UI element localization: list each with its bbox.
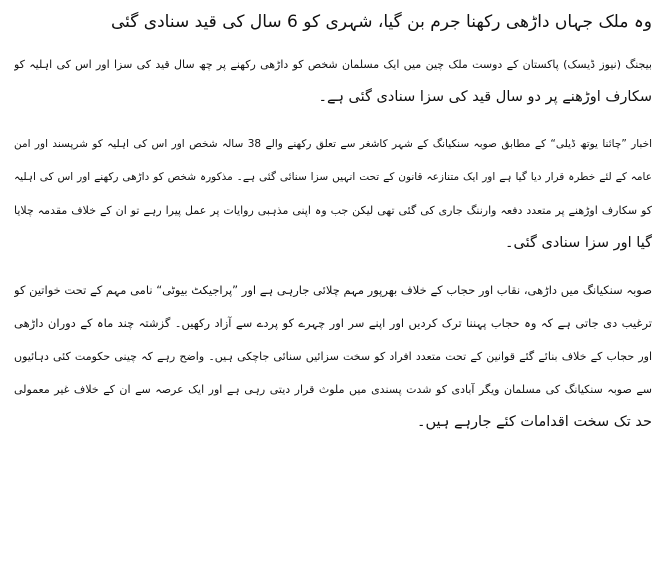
paragraph-line: اخبار ”چائنا یوتھ ڈیلی“ کے مطابق صوبہ سنکیانگ کے شہر کاشغر سے تعلق رکھنے والے 38 سالہ شخص اور اس کی اہلیہ کو شرپسند اور امن bbox=[14, 138, 652, 150]
paragraph-line: صوبہ سنکیانگ میں داڑھی، نقاب اور حجاب کے خلاف بھرپور مہم چلائی جارہی ہے اور ”پراجیکٹ بیوٹی“ نامی مہم کے تحت خواتین کو bbox=[14, 283, 652, 297]
paragraph-line: سے صوبہ سنکیانگ کی مسلمان ویگر آبادی کو شدت پسندی میں ملوث قرار دیتی رہی ہے اور ایک عرصہ سے ان کے خلاف غیر معمولی bbox=[14, 383, 652, 396]
paragraph-line: ترغیب دی جاتی ہے کہ وہ حجاب پہننا ترک کردیں اور اپنے سر اور چہرے کو پردے سے آزاد رکھیں۔ گزشتہ چند ماہ کے دوران داڑھی bbox=[14, 316, 652, 330]
paragraph-line: کو سکارف اوڑھنے پر متعدد دفعہ وارننگ جاری کی گئی تھی لیکن جب وہ اپنی مذہبی روایات پر عمل پیرا رہے تو ان کے خلاف مقدمہ چلایا bbox=[14, 204, 652, 217]
paragraph-line: گیا اور سزا سنادی گئی۔ bbox=[505, 235, 652, 251]
article-headline: وہ ملک جہاں داڑھی رکھنا جرم بن گیا، شہری کو 6 سال کی قید سنادی گئی bbox=[110, 12, 652, 32]
paragraph-line: اور حجاب کے خلاف بنائے گئے قوانین کے تحت متعدد افراد کو سخت سزائیں سنائی جاچکی ہیں۔ واضح رہے کہ چینی حکومت کئی دہائیوں bbox=[14, 350, 652, 363]
article-paragraph-3 bbox=[14, 274, 652, 439]
article-paragraph-2 bbox=[14, 128, 652, 260]
paragraph-line: عامہ کے لئے خطرہ قرار دیا گیا ہے اور ایک متنازعہ قانون کے تحت انہیں سزا سنائی گئی ہے۔ مذکورہ شخص کو داڑھی رکھنے اور اس کی اہلیہ bbox=[14, 171, 652, 183]
paragraph-line: سکارف اوڑھنے پر دو سال قید کی سزا سنادی گئی ہے۔ bbox=[318, 89, 652, 105]
paragraph-line: حد تک سخت اقدامات کئے جارہے ہیں۔ bbox=[417, 414, 652, 430]
article-paragraph-1 bbox=[14, 48, 652, 114]
paragraph-line: بیجنگ (نیوز ڈیسک) پاکستان کے دوست ملک چین میں ایک مسلمان شخص کو داڑھی رکھنے پر چھ سال قید کی سزا اور اس کی اہلیہ کو bbox=[14, 58, 652, 71]
